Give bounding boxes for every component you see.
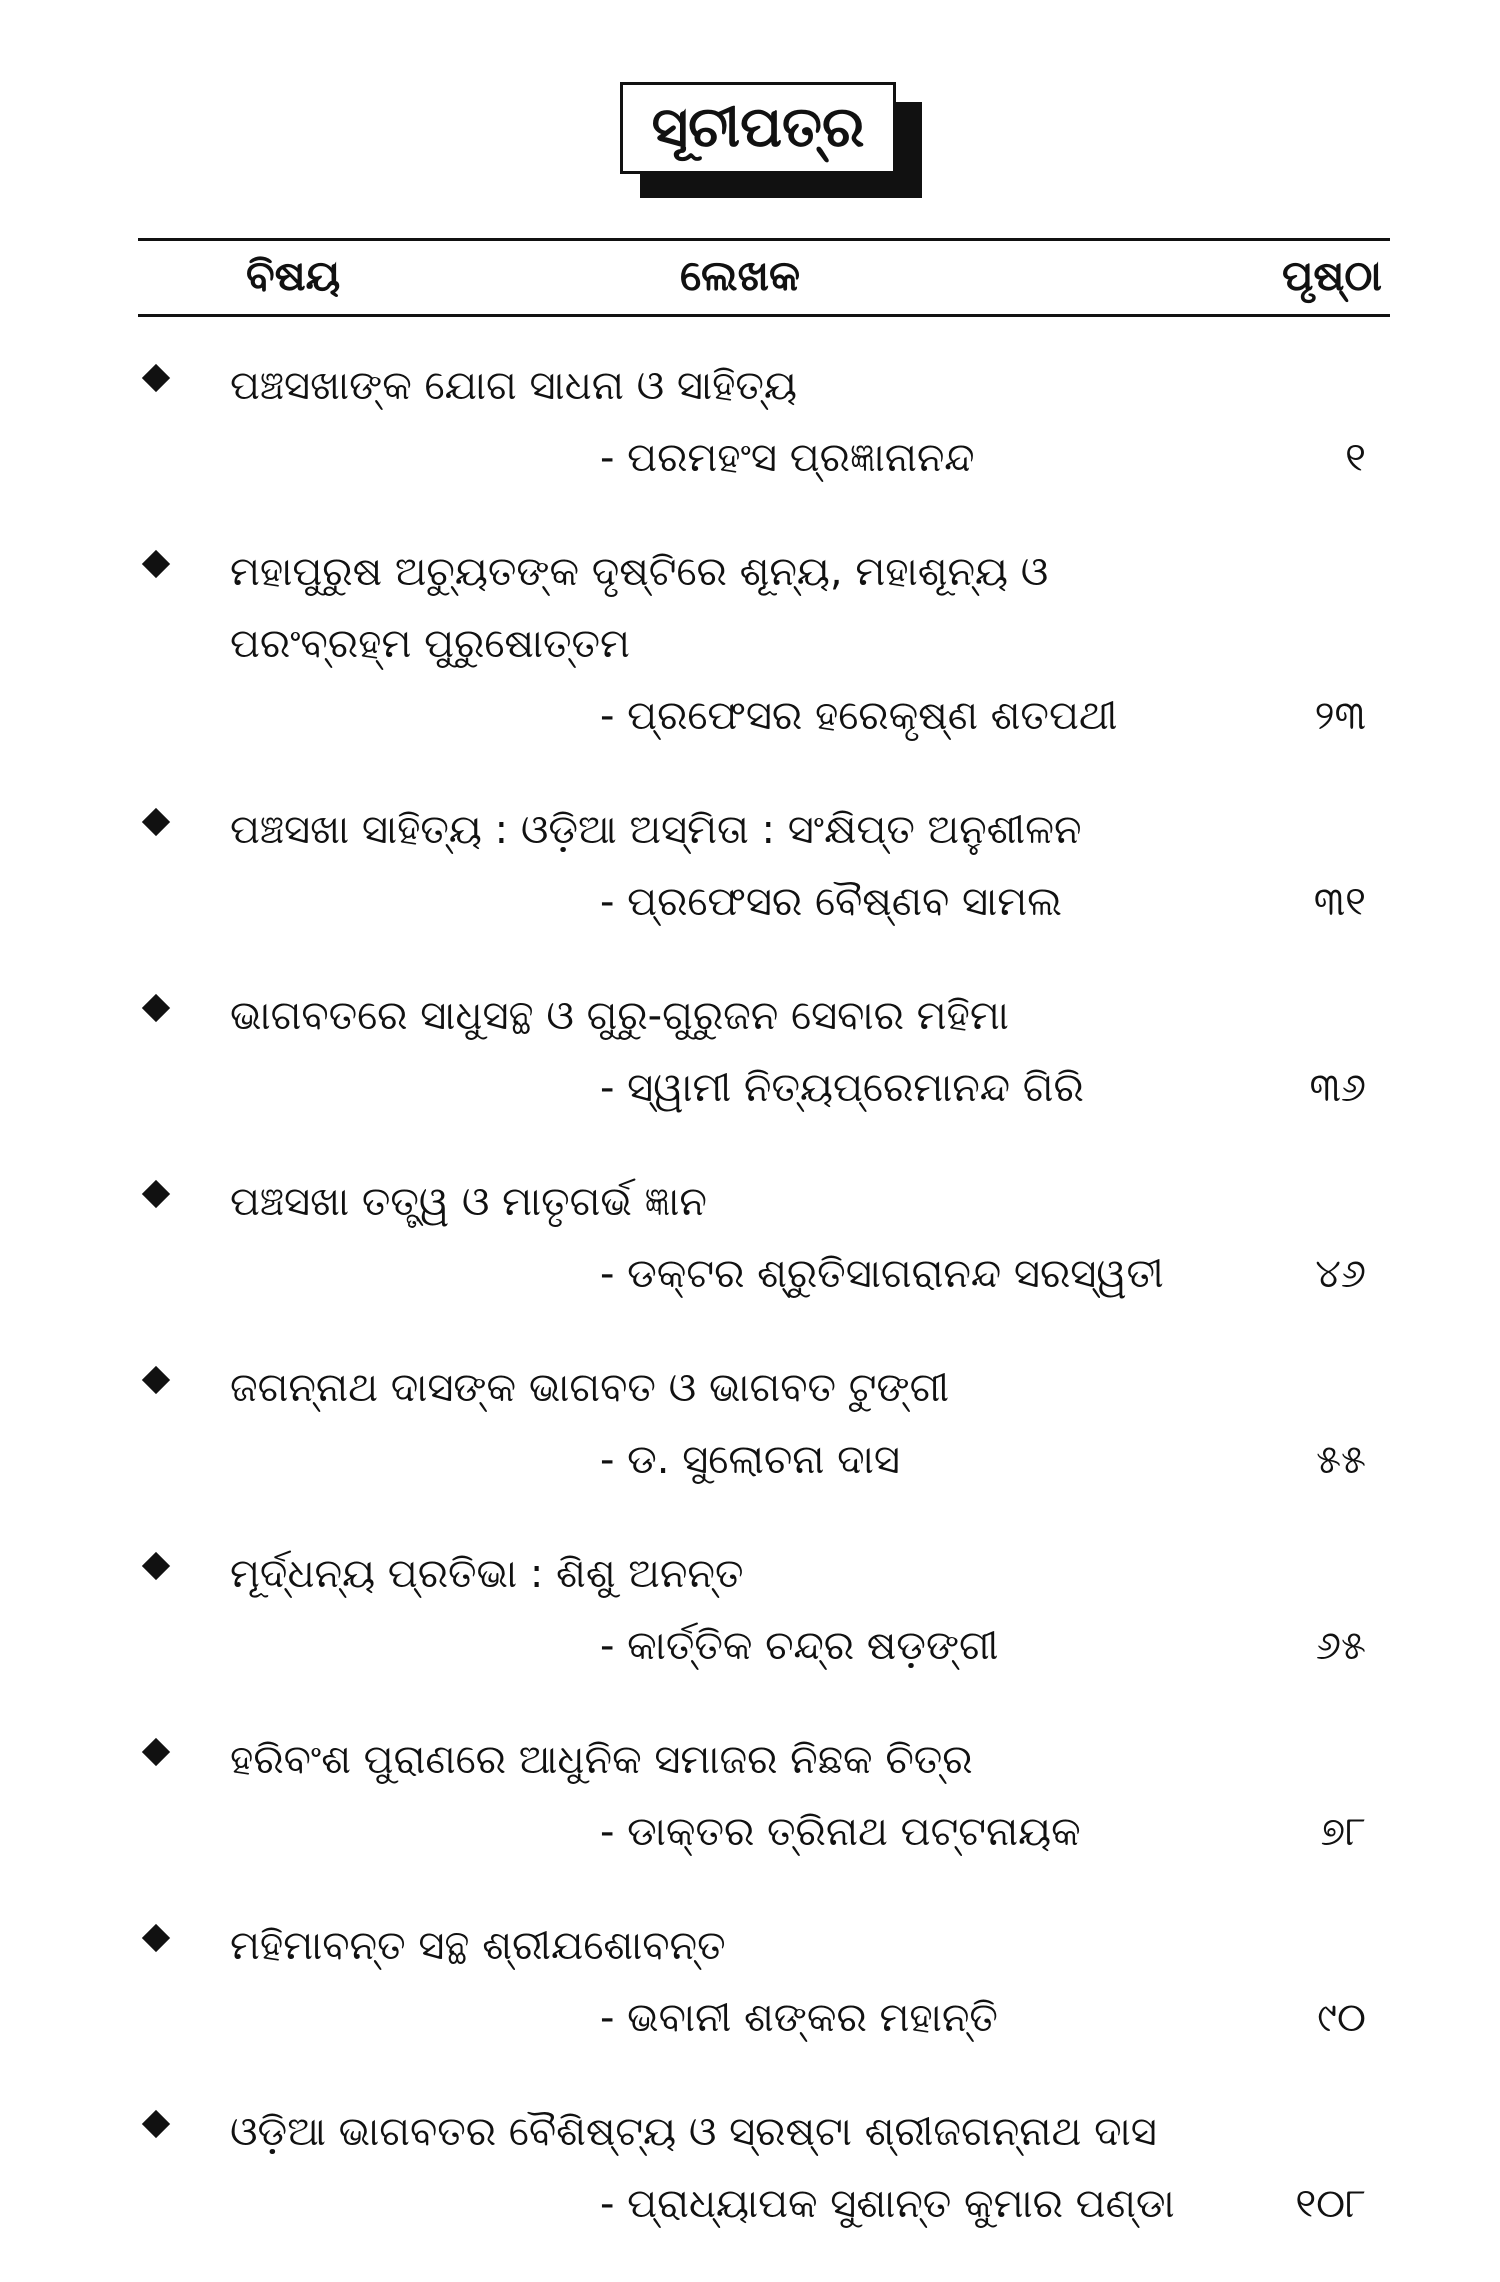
diamond-bullet-icon [142, 1180, 170, 1208]
toc-entry [0, 980, 1500, 1124]
diamond-bullet-icon [142, 1552, 170, 1580]
entry-page-number: ୯୦ [1317, 1995, 1366, 2041]
toc-entry [0, 2096, 1500, 2240]
entry-title: ପଞ୍ଚସଖାଙ୍କ ଯୋଗ ସାଧନା ଓ ସାହିତ୍ୟ [230, 363, 797, 409]
entry-page-number: ୧ [1345, 435, 1366, 481]
author-line [0, 1796, 1500, 1868]
toc-entry [0, 1166, 1500, 1310]
entry-page-number: ୭୮ [1320, 1809, 1366, 1855]
author-line [0, 866, 1500, 938]
entry-page-number: ୨୩ [1314, 693, 1366, 739]
diamond-bullet-icon [142, 1738, 170, 1766]
entry-page-number: ୩୬ [1309, 1065, 1366, 1111]
toc-entry [0, 536, 1500, 752]
entry-title: ମୂର୍ଦ୍ଧନ୍ୟ ପ୍ରତିଭା : ଶିଶୁ ଅନନ୍ତ [230, 1551, 744, 1597]
entry-author: - ପରମହଂସ ପ୍ରଜ୍ଞାନାନନ୍ଦ [600, 435, 975, 481]
entry-author: - ଭବାନୀ ଶଙ୍କର ମହାନ୍ତି [600, 1995, 998, 2041]
author-line [0, 422, 1500, 494]
header-page: ପୃଷ୍ଠା [1281, 251, 1382, 300]
toc-entry [0, 350, 1500, 494]
entry-author: - ପ୍ରଫେସର ହରେକୃଷ୍ଣ ଶତପଥୀ [600, 693, 1118, 739]
diamond-bullet-icon [142, 550, 170, 578]
entry-page-number: ୧୦୮ [1295, 2181, 1366, 2227]
entry-author: - ଡାକ୍ତର ତ୍ରିନାଥ ପଟ୍ଟନାୟକ [600, 1809, 1081, 1855]
diamond-bullet-icon [142, 994, 170, 1022]
author-line [0, 1610, 1500, 1682]
diamond-bullet-icon [142, 808, 170, 836]
entry-page-number: ୪୬ [1315, 1251, 1366, 1297]
diamond-bullet-icon [142, 1366, 170, 1394]
header-bottom-rule [138, 314, 1390, 317]
header-subject: ବିଷୟ [246, 251, 341, 300]
entry-title: ପଞ୍ଚସଖା ସାହିତ୍ୟ : ଓଡ଼ିଆ ଅସ୍ମିତା : ସଂକ୍ଷିପ୍ତ ଅନୁଶୀଳନ [230, 807, 1082, 853]
entry-page-number: ୩୧ [1313, 879, 1366, 925]
author-line [0, 1052, 1500, 1124]
header-author: ଲେଖକ [680, 251, 801, 300]
entry-title: ଭାଗବତରେ ସାଧୁସନ୍ଥ ଓ ଗୁରୁ-ଗୁରୁଜନ ସେବାର ମହିମା [230, 993, 1009, 1039]
diamond-bullet-icon [142, 364, 170, 392]
author-line [0, 1238, 1500, 1310]
entry-title: ମହିମାବନ୍ତ ସନ୍ଥ ଶ୍ରୀଯଶୋବନ୍ତ [230, 1923, 726, 1969]
diamond-bullet-icon [142, 2110, 170, 2138]
page-title: ସୂଚୀପତ୍ର [620, 82, 896, 174]
entry-page-number: ୬୫ [1315, 1623, 1366, 1669]
entry-author: - ପ୍ରାଧ୍ୟାପକ ସୁଶାନ୍ତ କୁମାର ପଣ୍ଡା [600, 2181, 1175, 2227]
entry-author: - ପ୍ରଫେସର ବୈଷ୍ଣବ ସାମଲ [600, 879, 1062, 925]
toc-entry [0, 1910, 1500, 2054]
entry-author: - ଡକ୍ଟର ଶ୍ରୁତିସାଗରାନନ୍ଦ ସରସ୍ୱତୀ [600, 1251, 1164, 1297]
entry-title: ଜଗନ୍ନାଥ ଦାସଙ୍କ ଭାଗବତ ଓ ଭାଗବତ ଟୁଙ୍ଗୀ [230, 1365, 950, 1411]
entry-page-number: ୫୫ [1316, 1437, 1366, 1483]
toc-entry [0, 1352, 1500, 1496]
entry-author: - କାର୍ତ୍ତିକ ଚନ୍ଦ୍ର ଷଡ଼ଙ୍ଗୀ [600, 1623, 999, 1669]
entry-author: - ସ୍ୱାମୀ ନିତ୍ୟପ୍ରେମାନନ୍ଦ ଗିରି [600, 1065, 1084, 1111]
toc-entry [0, 1538, 1500, 1682]
author-line [0, 2168, 1500, 2240]
entry-title: ପଞ୍ଚସଖା ତତ୍ତ୍ୱ ଓ ମାତୃଗର୍ଭ ଜ୍ଞାନ [230, 1179, 707, 1225]
author-line [0, 1424, 1500, 1496]
toc-entry [0, 794, 1500, 938]
author-line [0, 680, 1500, 752]
entry-title: ଓଡ଼ିଆ ଭାଗବତର ବୈଶିଷ୍ଟ୍ୟ ଓ ସ୍ରଷ୍ଟା ଶ୍ରୀଜଗନ୍ନାଥ ଦାସ [230, 2109, 1157, 2155]
title-block [620, 82, 920, 194]
author-line [0, 1982, 1500, 2054]
toc-list [0, 350, 1500, 2282]
toc-entry [0, 1724, 1500, 1868]
entry-author: - ଡ. ସୁଲୋଚନା ଦାସ [600, 1437, 900, 1483]
header-top-rule [138, 238, 1390, 241]
entry-title: ମହାପୁରୁଷ ଅଚ୍ୟୁତଙ୍କ ଦୃଷ୍ଟିରେ ଶୂନ୍ୟ, ମହାଶୂନ୍ୟ ଓ ପରଂବ୍ରହ୍ମ ପୁରୁଷୋତ୍ତମ [230, 549, 1049, 667]
entry-title: ହରିବଂଶ ପୁରାଣରେ ଆଧୁନିକ ସମାଜର ନିଛକ ଚିତ୍ର [230, 1737, 973, 1783]
diamond-bullet-icon [142, 1924, 170, 1952]
